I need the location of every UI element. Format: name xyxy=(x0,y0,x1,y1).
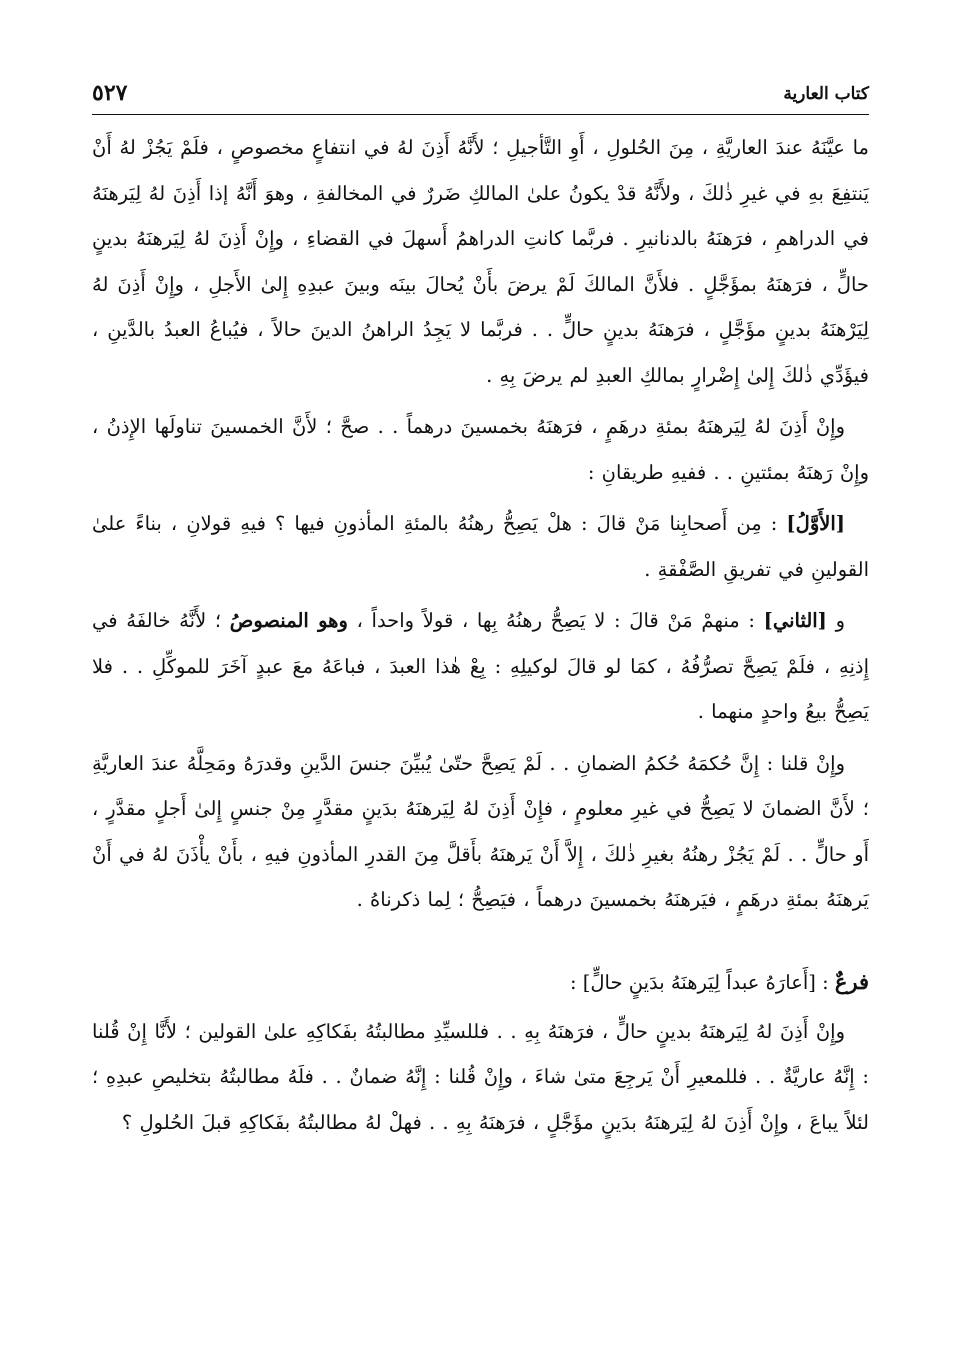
paragraph-text: : منهمْ مَنْ قالَ : لا يَصِحُّ رهنُهُ بِها ، قولاً واحداً ، xyxy=(356,609,755,632)
running-title: كتاب العارية xyxy=(783,84,869,104)
emphasis-text: وهو المنصوصُ xyxy=(229,609,348,632)
page-body xyxy=(92,125,869,1145)
branch-title: : [أَعارَهُ عبداً لِيَرهنَهُ بدَينٍ حالٍّ] : xyxy=(569,970,829,994)
paragraph-text: وإِنْ أَذِنَ لهُ لِيَرهنَهُ بمئةِ درهَمٍ ، فرَهنَهُ بخمسينَ درهماً . . صحَّ ؛ لأَنَّ الخمسينَ تناولَها الإِذنُ ، وإِنْ رَهنَهُ بمئتينِ . . ففيهِ طريقانِ : xyxy=(92,415,869,484)
page-header xyxy=(92,78,869,115)
book-page xyxy=(92,78,869,1151)
paragraph-text: وإِنْ أَذِنَ لهُ لِيَرهنَهُ بدينٍ حالٍّ ، فرَهنَهُ بِهِ . . فللسيِّدِ مطالبتُهُ بفَكاكِهِ علىٰ القولين ؛ لأَنَّا إِنْ قُلنا : إِنَّهُ عاريَّةٌ . . فللمعيرِ أَنْ يَرجِعَ متىٰ شاءَ ، وإِنْ قُلنا : إِنَّهُ ضمانٌ . . فلَهُ مطالبتُهُ بتخليصِ عبدِهِ ؛ لئلاً يباعَ ، وإِنْ أَذِنَ لهُ لِيَرهنَهُ بدَينٍ مؤَجَّلٍ ، فرَهنَهُ بِهِ . . فهلْ لهُ مطالبتُهُ بفَكاكِهِ قبلَ الحُلولِ ؟ xyxy=(92,1019,869,1134)
branch-paragraph xyxy=(92,1009,869,1146)
paragraph-text: ما عيَّنَهُ عندَ العاريَّةِ ، مِنَ الحُلولِ ، أَوِ التَّأجيلِ ؛ لأَنَّهُ أَذِنَ لهُ في انتفاعٍ مخصوصٍ ، فلَمْ يَجُزْ لهُ أَنْ يَنتفِعَ بهِ في غيرِ ذٰلكَ ، ولأَنَّهُ قدْ يكونُ علىٰ المالكِ ضَررٌ في المخالفةِ ، وهوَ أَنَّهُ إذا أَذِنَ لهُ لِيَرهنَهُ في الدراهمِ ، فرَهنَهُ بالدنانيرِ . فربَّما كانتِ الدراهمُ أَسهلَ في القضاءِ ، وإِنْ أَذِنَ لهُ لِيَرهنَهُ بدينٍ حالٍّ ، فرَهنَهُ بمؤَجَّلٍ . فلأَنَّ المالكَ لَمْ يرضَ بأَنْ يُحالَ بينَه وبينَ عبدِهِ إِلىٰ الأَجلِ ، وإِنْ أَذِنَ لهُ لِيَرْهنَهُ بدينٍ مؤَجَّلٍ ، فرَهنَهُ بدينٍ حالٍّ . . فربَّما لا يَجِدُ الراهنُ الدينَ حالاً ، فيُباعُ العبدُ بالدَّينِ ، فيؤَدِّي ذٰلكَ إِلىٰ إِضْرارٍ بمالكِ العبدِ لم يرضَ بِهِ . xyxy=(92,136,869,387)
paragraph-text: : مِن أَصحابِنا مَنْ قالَ : هلْ يَصِحُّ رهنُهُ بالمئةِ المأذونِ فيها ؟ فيهِ قولانِ ، بناءً علىٰ القولينِ في تفريقِ الصَّفْقةِ . xyxy=(92,512,869,581)
method-label-second: [الثاني] xyxy=(763,609,827,632)
paragraph-text: وإِنْ قلنا : إِنَّ حُكمَهُ حُكمُ الضمانِ . . لَمْ يَصِحَّ حتّىٰ يُبيِّنَ جنسَ الدَّينِ وقدرَهُ ومَحِلَّهُ عندَ العاريَّةِ ؛ لأَنَّ الضمانَ لا يَصِحُّ في غيرِ معلومٍ ، فإِنْ أَذِنَ لهُ لِيَرهنَهُ بدَينٍ مقدَّرٍ مِنْ جنسٍ إِلىٰ أَجلٍ مقدَّرٍ ، أَو حالٍّ . . لَمْ يَجُزْ رهنُهُ بغيرِ ذٰلكَ ، إِلاَّ أَنْ يَرهنَهُ بأَقلَّ مِنَ القدرِ المأذونِ فيهِ ، بأَنْ يأْذَنَ لهُ في أَنْ يَرهنَهُ بمئةِ درهَمٍ ، فيَرهنَهُ بخمسينَ درهماً ، فيَصِحُّ ؛ لِما ذكرناهُ . xyxy=(92,751,869,911)
branch-heading xyxy=(92,959,869,1005)
paragraph-1 xyxy=(92,125,869,398)
branch-label: فرعٌ xyxy=(834,968,869,994)
paragraph-5 xyxy=(92,741,869,923)
section-gap xyxy=(92,929,869,959)
paragraph-2 xyxy=(92,404,869,495)
paragraph-first-method xyxy=(92,501,869,592)
page-number: ٥٢٧ xyxy=(92,80,128,106)
paragraph-second-method xyxy=(92,598,869,735)
paragraph-prefix: و xyxy=(835,609,846,632)
method-label-first: [الأَوَّلُ] xyxy=(786,512,845,535)
paragraph-text-after: ؛ لأَنَّهُ خالفَهُ في إِذنِهِ ، فلَمْ يَصِحَّ تصرُّفُهُ ، كمَا لو قالَ لوكيلِهِ : بِعْ هٰذا العبدَ ، فباعَهُ معَ عبدٍ آخَرَ للموكِّلِ . . فلا يَصِحُّ بيعُ واحدٍ منهما . xyxy=(92,609,869,723)
